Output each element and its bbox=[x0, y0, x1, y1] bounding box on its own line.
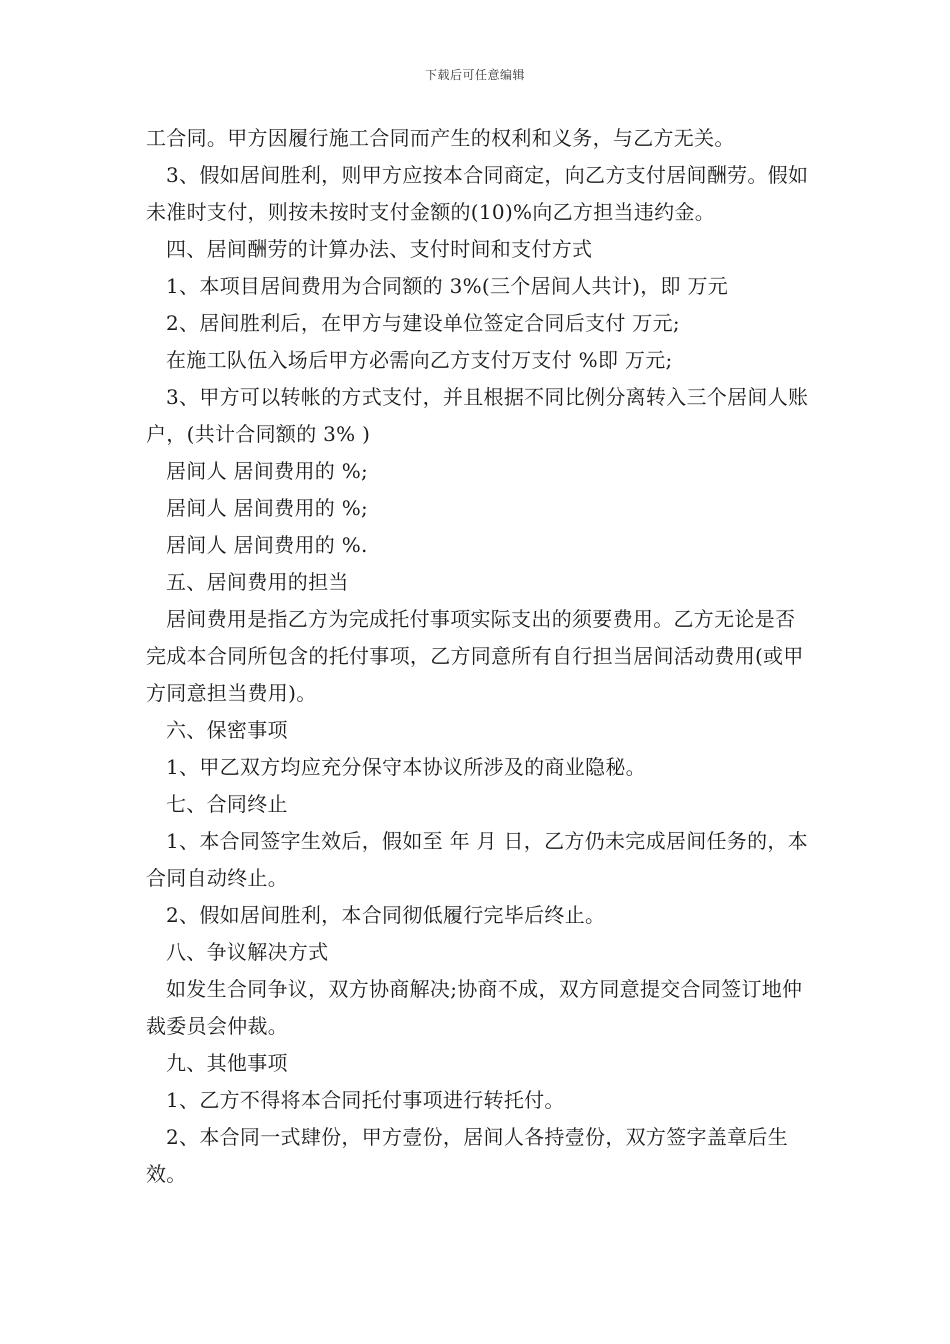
paragraph-17: 2、假如居间胜利，本合同彻低履行完毕后终止。 bbox=[166, 903, 606, 927]
section-heading-4: 四、居间酬劳的计算办法、支付时间和支付方式 bbox=[166, 237, 593, 261]
paragraph-7: 3、甲方可以转帐的方式支付，并且根据不同比例分离转入三个居间人账户，(共计合同额的 3% ) bbox=[146, 385, 809, 446]
paragraph-21: 1、乙方不得将本合同托付事项进行转托付。 bbox=[166, 1088, 565, 1112]
paragraph-1: 工合同。甲方因履行施工合同而产生的权利和义务，与乙方无关。 bbox=[146, 126, 735, 150]
paragraph-2: 3、假如居间胜利，则甲方应按本合同商定，向乙方支付居间酬劳。假如未准时支付，则按未按时支付金额的(10)%向乙方担当违约金。 bbox=[146, 163, 809, 224]
section-heading-8: 八、争议解决方式 bbox=[166, 940, 329, 964]
paragraph-5: 2、居间胜利后，在甲方与建设单位签定合同后支付 万元; bbox=[166, 311, 680, 335]
section-heading-6: 六、保密事项 bbox=[166, 718, 288, 742]
paragraph-22: 2、本合同一式肆份，甲方壹份，居间人各持壹份，双方签字盖章后生效。 bbox=[146, 1125, 789, 1186]
paragraph-10: 居间人 居间费用的 %. bbox=[166, 533, 368, 557]
page-header: 下载后可任意编辑 bbox=[424, 68, 525, 82]
paragraph-12: 居间费用是指乙方为完成托付事项实际支出的须要费用。乙方无论是否完成本合同所包含的托付事项，乙方同意所有自行担当居间活动费用(或甲方同意担当费用)。 bbox=[146, 607, 804, 705]
section-heading-9: 九、其他事项 bbox=[166, 1051, 288, 1075]
paragraph-16: 1、本合同签字生效后，假如至 年 月 日，乙方仍未完成居间任务的，本合同自动终止。 bbox=[146, 829, 808, 890]
document-body bbox=[146, 120, 814, 1193]
section-heading-5: 五、居间费用的担当 bbox=[166, 570, 349, 594]
paragraph-9: 居间人 居间费用的 %; bbox=[166, 496, 369, 520]
paragraph-19: 如发生合同争议，双方协商解决;协商不成，双方同意提交合同签订地仲裁委员会仲裁。 bbox=[146, 977, 803, 1038]
section-heading-7: 七、合同终止 bbox=[166, 792, 288, 816]
paragraph-14: 1、甲乙双方均应充分保守本协议所涉及的商业隐秘。 bbox=[166, 755, 646, 779]
paragraph-6: 在施工队伍入场后甲方必需向乙方支付万支付 %即 万元; bbox=[166, 348, 673, 372]
paragraph-8: 居间人 居间费用的 %; bbox=[166, 459, 369, 483]
paragraph-4: 1、本项目居间费用为合同额的 3%(三个居间人共计)，即 万元 bbox=[166, 274, 729, 298]
